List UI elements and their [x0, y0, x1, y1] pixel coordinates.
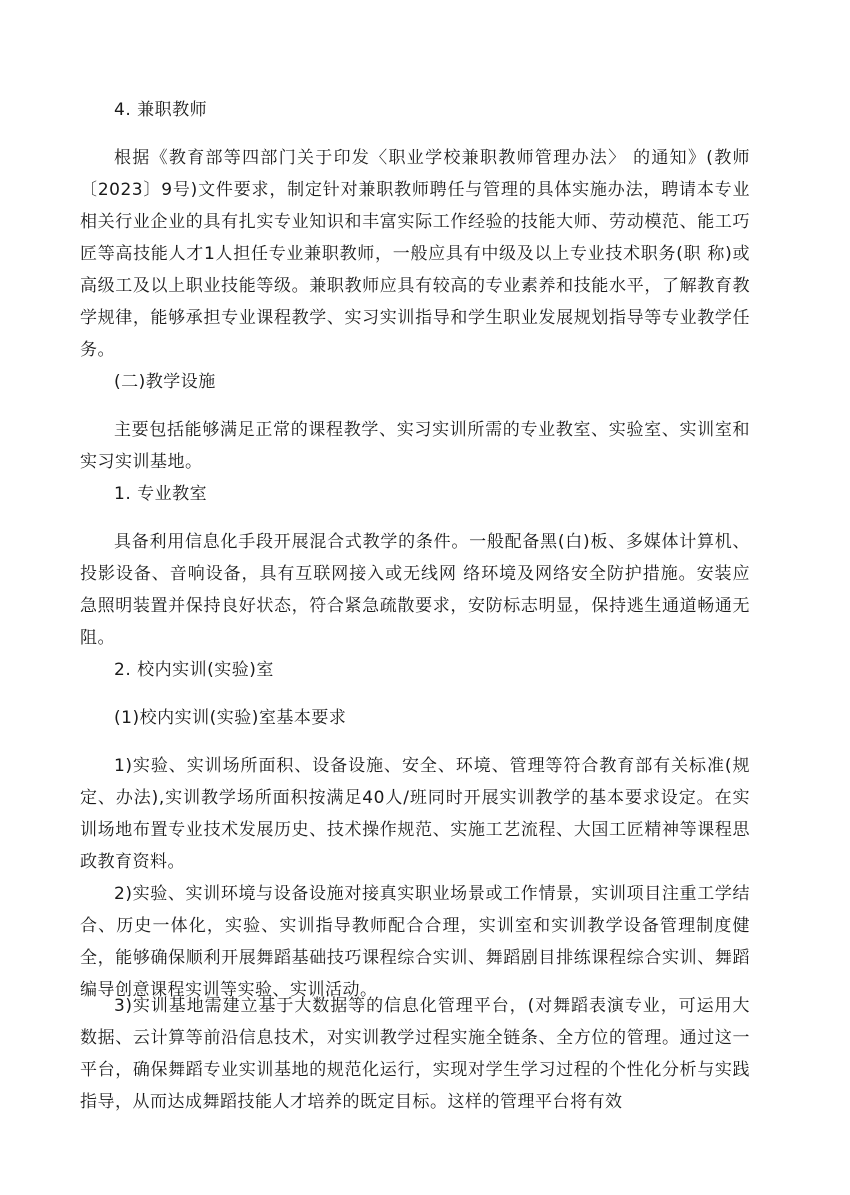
heading-part-time-teachers: 4. 兼职教师	[114, 100, 208, 120]
paragraph-requirement-1: 1)实验、实训场所面积、设备设施、安全、环境、管理等符合教育部有关标准(规定、办法),实训教学场所面积按满足40人/班同时开展实训教学的基本要求设定。在实训场地布置专业技术发展历史、技术操作规范、实施工艺流程、大国工匠精神等课程思政教育资料。	[80, 756, 750, 872]
paragraph-requirement-2: 2)实验、实训环境与设备设施对接真实职业场景或工作情景，实训项目注重工学结合、历史一体化，实验、实训指导教师配合合理，实训室和实训教学设备管理制度健全，能够确保顺利开展舞蹈基础技巧课程综合实训、舞蹈剧目排练课程综合实训、舞蹈编导创意课程实训等实验、实训活动。	[80, 884, 750, 1000]
paragraph-requirement-3: 3)实训基地需建立基于大数据等的信息化管理平台，(对舞蹈表演专业，可运用大数据、云计算等前沿信息技术，对实训教学过程实施全链条、全方位的管理。通过这一平台，确保舞蹈专业实训基地的规范化运行，实现对学生学习过程的个性化分析与实践指导，从而达成舞蹈技能人才培养的既定目标。这样的管理平台将有效	[80, 996, 750, 1112]
heading-training-room: 2. 校内实训(实验)室	[114, 660, 274, 680]
heading-training-room-requirements: (1)校内实训(实验)室基本要求	[114, 708, 347, 728]
paragraph-teaching-facilities: 主要包括能够满足正常的课程教学、实习实训所需的专业教室、实验室、实训室和实习实训基地。	[80, 420, 750, 472]
paragraph-part-time-teachers: 根据《教育部等四部门关于印发〈职业学校兼职教师管理办法〉 的通知》(教师〔2023〕9号)文件要求，制定针对兼职教师聘任与管理的具体实施办法，聘请本专业相关行业企业的具有扎实专业知识和丰富实际工作经验的技能大师、劳动模范、能工巧匠等高技能人才1人担任专业兼职教师，一般应具有中级及以上专业技术职务(职 称)或高级工及以上职业技能等级。兼职教师应具有较高的专业素养和技能水平，了解教育教学规律，能够承担专业课程教学、实习实训指导和学生职业发展规划指导等专业教学任务。	[80, 148, 750, 360]
paragraph-professional-classroom: 具备利用信息化手段开展混合式教学的条件。一般配备黑(白)板、多媒体计算机、投影设备、音响设备，具有互联网接入或无线网 络环境及网络安全防护措施。安装应急照明装置并保持良好状态，符合紧急疏散要求，安防标志明显，保持逃生通道畅通无阻。	[80, 532, 750, 648]
heading-teaching-facilities: (二)教学设施	[114, 372, 216, 392]
heading-professional-classroom: 1. 专业教室	[114, 484, 208, 504]
